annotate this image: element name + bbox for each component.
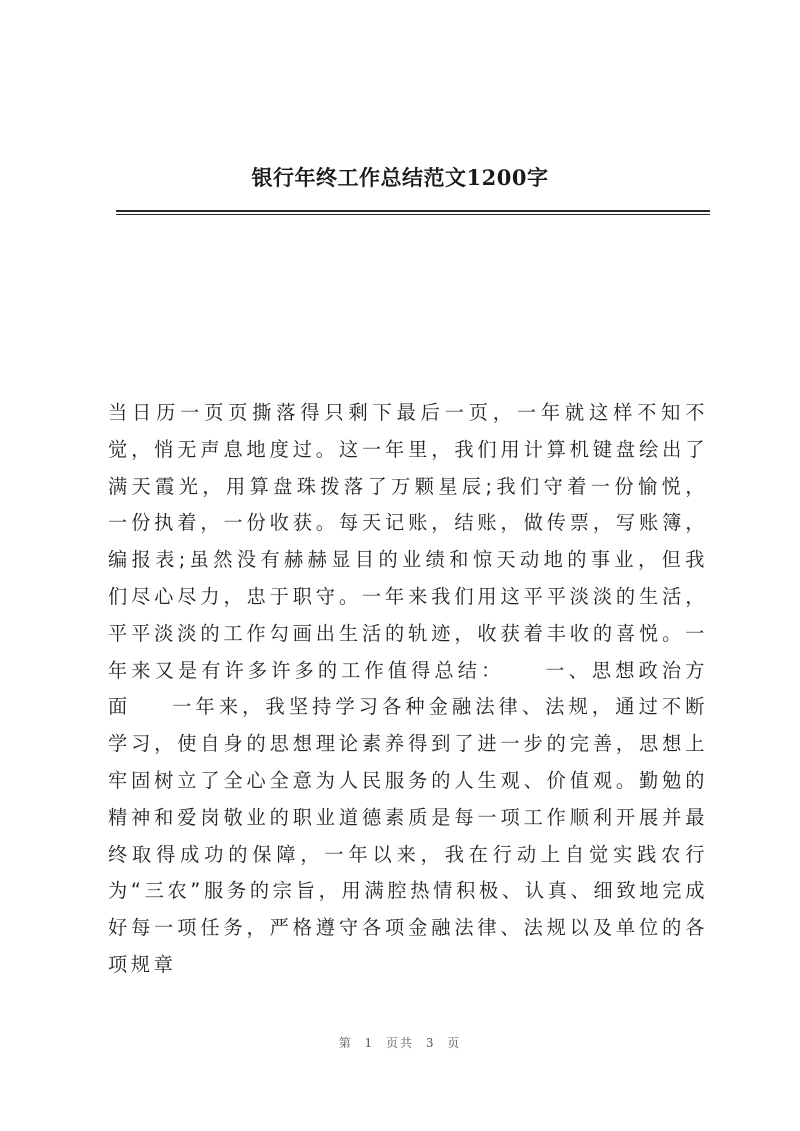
body-paragraph: 当日历一页页撕落得只剩下最后一页，一年就这样不知不觉，悄无声息地度过。这一年里，我们用计算机键盘绘出了满天霞光，用算盘珠拨落了万颗星辰;我们守着一份愉悦，一份执着，一份收获。每天记账，结账，做传票，写账簿，编报表;虽然没有赫赫显目的业绩和惊天动地的事业，但我们尽心尽力，忠于职守。一年来我们用这平平淡淡的生活，平平淡淡的工作勾画出生活的轨迹，收获着丰收的喜悦。一年来又是有许多许多的工作值得总结： 一、思想政治方面 一年来，我坚持学习各种金融法律、法规，通过不断学习，使自身的思想理论素养得到了进一步的完善，思想上牢固树立了全心全意为人民服务的人生观、价值观。勤勉的精神和爱岗敬业的职业道德素质是每一项工作顺利开展并最终取得成功的保障，一年以来，我在行动上自觉实践农行为“三农”服务的宗旨，用满腔热情积极、认真、细致地完成好每一项任务，严格遵守各项金融法律、法规以及单位的各项规章 (108, 401, 708, 976)
title-divider-secondary (116, 214, 710, 215)
document-title: 银行年终工作总结范文1200字 (251, 165, 549, 190)
title-divider (116, 210, 710, 212)
page-number-footer: 第 1 页共 3 页 (338, 1036, 462, 1050)
